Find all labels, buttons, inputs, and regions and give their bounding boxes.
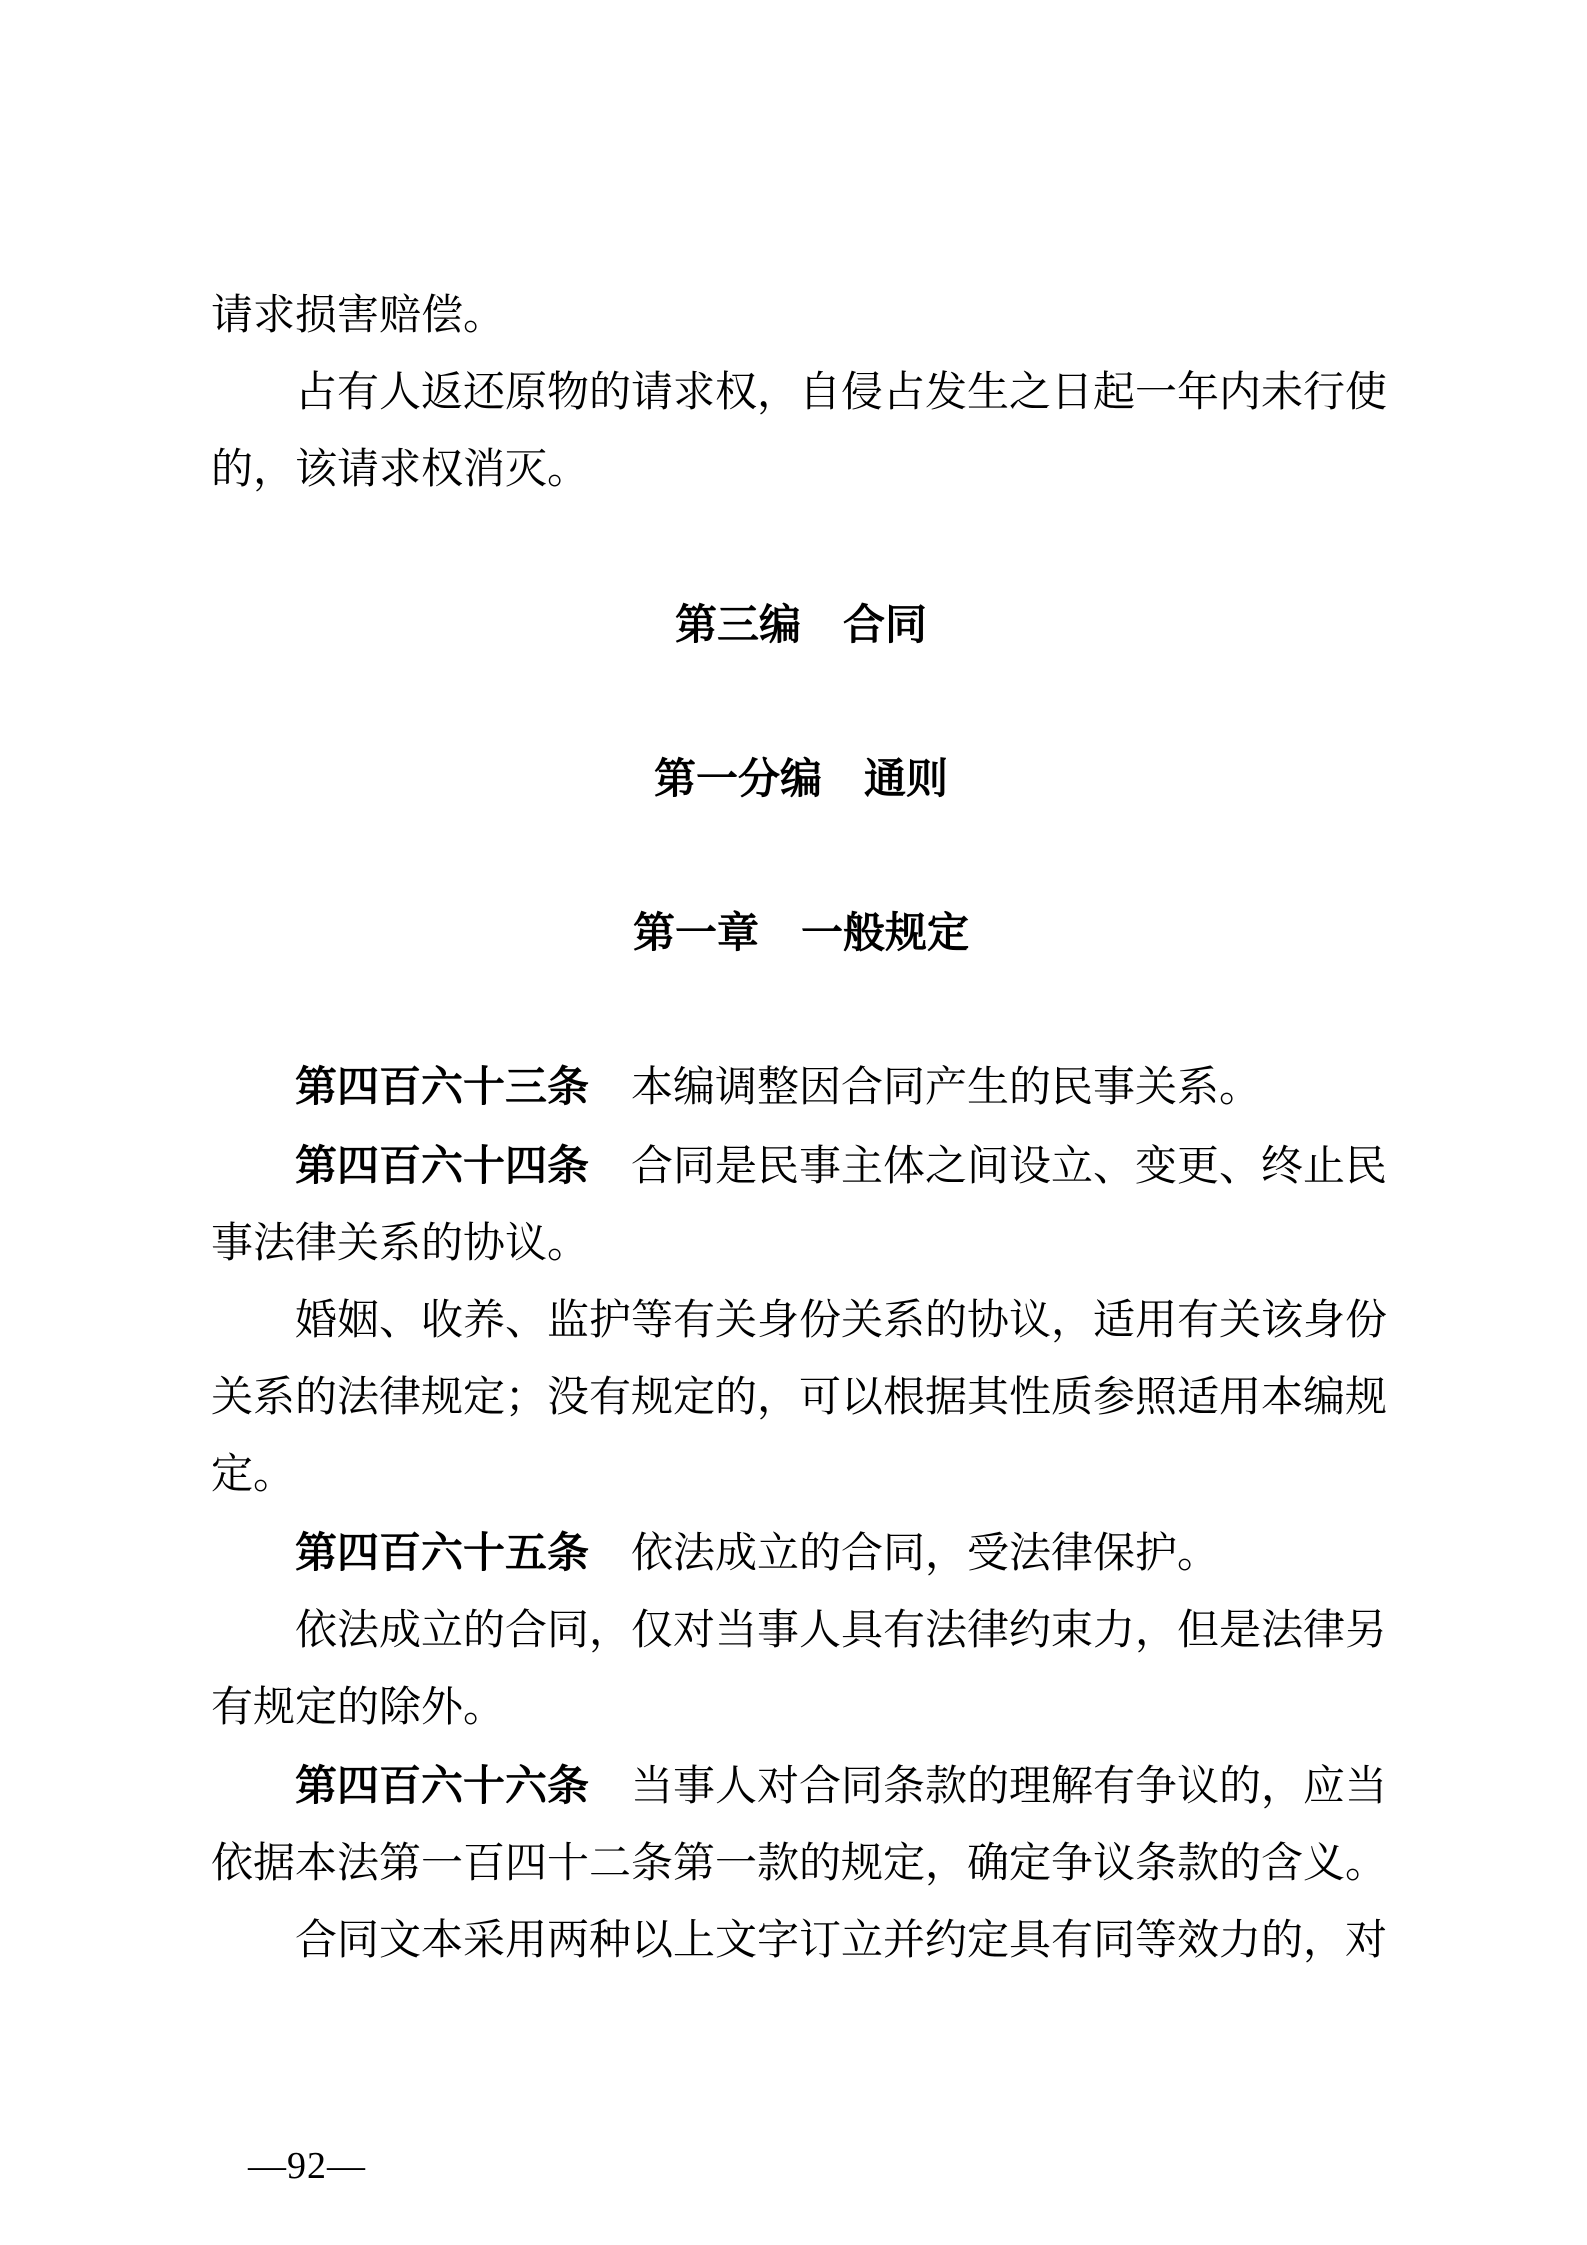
text-line: 定。 [211,1452,296,1498]
text-line: 依法成立的合同，仅对当事人具有法律约束力，但是法律另 [295,1608,1388,1654]
text-line: 关系的法律规定；没有规定的，可以根据其性质参照适用本编规 [211,1375,1388,1421]
text-line: 事法律关系的协议。 [211,1221,590,1267]
heading-chapter: 第一章 一般规定 [632,909,969,956]
article-text: 本编调整因合同产生的民事关系。 [631,1065,1262,1111]
article-text: 合同是民事主体之间设立、变更、终止民 [631,1144,1388,1190]
article-text: 依法成立的合同，受法律保护。 [631,1531,1220,1577]
text-line: 请求损害赔偿。 [211,293,506,339]
heading-division: 第一分编 通则 [653,755,948,802]
article-number: 第四百六十四条 [295,1142,590,1189]
article-line [211,1514,1391,1593]
article-line [211,1127,1391,1206]
text-line: 占有人返还原物的请求权，自侵占发生之日起一年内未行使 [295,370,1388,416]
heading-book: 第三编 合同 [674,601,927,648]
article-text: 当事人对合同条款的理解有争议的，应当 [631,1764,1388,1810]
article-number: 第四百六十六条 [295,1762,590,1809]
article-line [211,1747,1391,1826]
document-content [211,278,1391,1980]
article-line [211,1048,1391,1127]
text-line: 依据本法第一百四十二条第一款的规定，确定争议条款的含义。 [211,1841,1388,1887]
text-line: 的，该请求权消灭。 [211,447,590,493]
text-line: 合同文本采用两种以上文字订立并约定具有同等效力的，对 [295,1918,1388,1964]
article-number: 第四百六十三条 [295,1063,590,1110]
page-number: —92— [248,2145,366,2187]
text-line: 有规定的除外。 [211,1685,506,1731]
article-number: 第四百六十五条 [295,1529,590,1576]
text-line: 婚姻、收养、监护等有关身份关系的协议，适用有关该身份 [295,1298,1388,1344]
